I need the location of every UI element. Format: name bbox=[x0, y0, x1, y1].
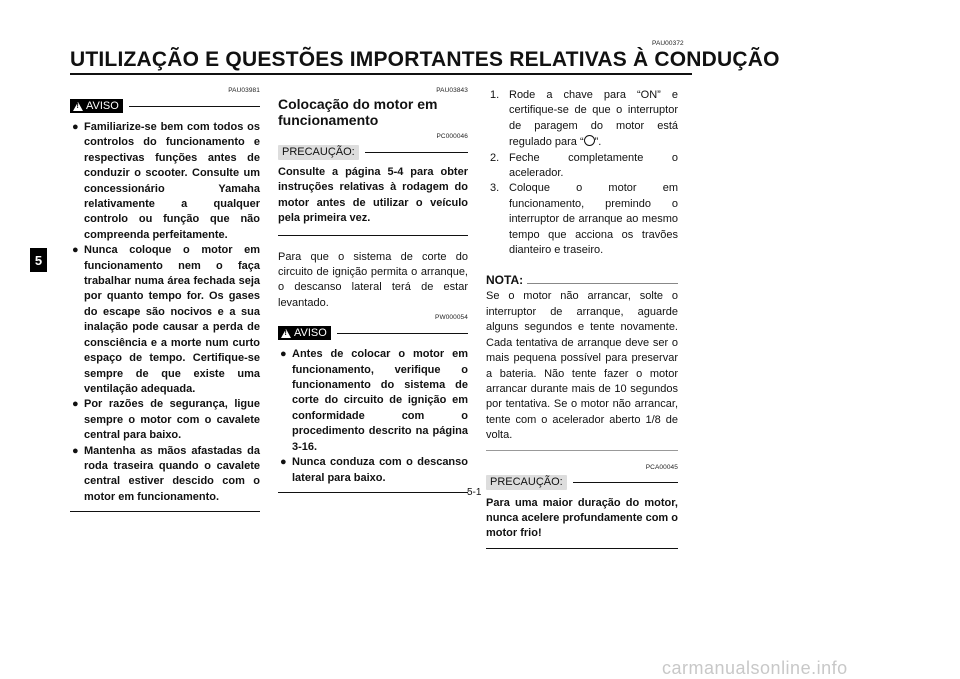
caution-text: Para uma maior duração do motor, nunca acelere profundamente com o motor frio! bbox=[486, 496, 678, 540]
column-3 bbox=[486, 86, 678, 549]
list-item bbox=[486, 88, 678, 151]
list-item bbox=[278, 347, 468, 455]
step-text: Feche completamente o acelerador. bbox=[509, 151, 678, 180]
warning-badge bbox=[278, 326, 331, 340]
caution-end-rule bbox=[278, 235, 468, 236]
note-label: NOTA: bbox=[486, 273, 524, 288]
warning-item-text: Antes de colocar o motor em funcionamento, verifique o funcionamento do sistema de corte do circuito de ignição em conformidade com o procedimento descrito na página 3-16. bbox=[292, 348, 468, 453]
list-item bbox=[70, 444, 260, 506]
list-item bbox=[70, 243, 260, 397]
warning-item-text: Mantenha as mãos afastadas da roda traseira quando o cavalete central estiver descido com o motor em funcionamento. bbox=[84, 444, 260, 503]
list-item bbox=[486, 151, 678, 182]
column-1 bbox=[70, 86, 260, 512]
note-label-row bbox=[486, 272, 678, 288]
title-divider bbox=[70, 73, 692, 75]
list-item bbox=[278, 455, 468, 486]
step-number: 1. bbox=[490, 89, 500, 101]
caution-label-row bbox=[486, 475, 678, 491]
caution-label-row bbox=[278, 144, 468, 160]
step-number: 2. bbox=[490, 151, 500, 164]
warning-triangle-icon bbox=[73, 102, 83, 111]
warning-label: AVISO bbox=[86, 100, 119, 112]
note-text: Se o motor não arrancar, solte o interruptor de arranque, aguarde alguns segundos e tente novamente. Cada tentativa de arranque deve ser o mais pequena possível para preservar a bateria. Não tente fazer o motor arrancar durante mais de 10 segundos por tentativa. Se o motor não arrancar, tente com o acelerador aberto 1/8 de volta. bbox=[486, 290, 678, 442]
step-text: Coloque o motor em funcionamento, premindo o interruptor de arranque ao mesmo tempo que acciona os travões dianteiro e traseiro. bbox=[509, 182, 678, 257]
procedure-steps bbox=[486, 88, 678, 258]
chapter-tab: 5 bbox=[30, 248, 47, 272]
warning-end-rule bbox=[278, 492, 468, 493]
step-text-end: ”. bbox=[594, 136, 602, 149]
warning-rule bbox=[337, 333, 468, 334]
caution-code: PC000046 bbox=[436, 133, 468, 140]
section-code: PAU03843 bbox=[436, 87, 468, 94]
section-title: Colocação do motor em funcionamento bbox=[278, 96, 438, 128]
bullet-icon: ● bbox=[72, 444, 79, 457]
warning-item-text: Por razões de segurança, ligue sempre o motor com o cavalete central para baixo. bbox=[84, 398, 260, 442]
page-number: 5-1 bbox=[467, 487, 482, 498]
step-text: Rode a chave para “ON” e certifique-se de que o interruptor de paragem do motor está regulado para “ bbox=[509, 89, 678, 149]
note-rule bbox=[527, 283, 678, 284]
list-item bbox=[486, 181, 678, 258]
note-end-rule bbox=[486, 450, 678, 451]
warning-label: AVISO bbox=[294, 327, 327, 340]
bullet-icon: ● bbox=[280, 456, 287, 469]
column-2 bbox=[278, 86, 468, 493]
caution-end-rule bbox=[486, 548, 678, 549]
body-paragraph: Para que o sistema de corte do circuito de ignição permita o arranque, o descanso lateral terá de estar levantado. bbox=[278, 250, 468, 309]
warning-rule bbox=[129, 106, 260, 107]
caution-text: Consulte a página 5-4 para obter instruções relativas à rodagem do motor antes de utilizar o veículo pela primeira vez. bbox=[278, 166, 468, 225]
watermark: carmanualsonline.info bbox=[662, 658, 848, 678]
list-item bbox=[70, 120, 260, 243]
warning-badge bbox=[70, 99, 123, 113]
caution-label: PRECAUÇÃO: bbox=[278, 145, 359, 160]
warning-list bbox=[70, 120, 260, 505]
bullet-icon: ● bbox=[280, 348, 287, 361]
bullet-icon: ● bbox=[72, 121, 79, 133]
warning-end-rule bbox=[70, 511, 260, 512]
warning-item-text: Familiarize-se bem com todos os controlos do funcionamento e respectivas funções antes de conduzir o scooter. Consulte um concessionário Yamaha relativamente a qualquer controlo ou função que não compreenda perfeitamente. bbox=[84, 121, 260, 241]
caution-rule bbox=[573, 482, 678, 483]
caution-label: PRECAUÇÃO: bbox=[486, 475, 567, 490]
engine-run-switch-icon bbox=[584, 135, 595, 146]
header-code: PAU00372 bbox=[652, 40, 684, 47]
warning-label-row bbox=[70, 98, 260, 114]
warning-item-text: Nunca coloque o motor em funcionamento nem o faça trabalhar numa área fechada seja por quanto tempo for. Os gases do escape são nocivos e a sua inalação pode causar a perda de consciência e a morte num curto espaço de tempo. Certifique-se sempre de que existe uma ventilação adequada. bbox=[84, 244, 260, 395]
bullet-icon: ● bbox=[72, 244, 79, 257]
caution-code: PCA00045 bbox=[645, 463, 678, 471]
list-item bbox=[70, 397, 260, 443]
page-title: UTILIZAÇÃO E QUESTÕES IMPORTANTES RELATIVAS À CONDUÇÃO bbox=[70, 48, 780, 71]
warning-label-row bbox=[278, 325, 468, 341]
warning-triangle-icon bbox=[281, 329, 291, 338]
bullet-icon: ● bbox=[72, 398, 79, 411]
section-code: PAU03981 bbox=[228, 87, 260, 94]
step-number: 3. bbox=[490, 182, 500, 195]
warning-code: PW000054 bbox=[435, 314, 468, 322]
warning-item-text: Nunca conduza com o descanso lateral para baixo. bbox=[292, 456, 468, 484]
caution-rule bbox=[365, 152, 468, 153]
warning-list bbox=[278, 347, 468, 486]
